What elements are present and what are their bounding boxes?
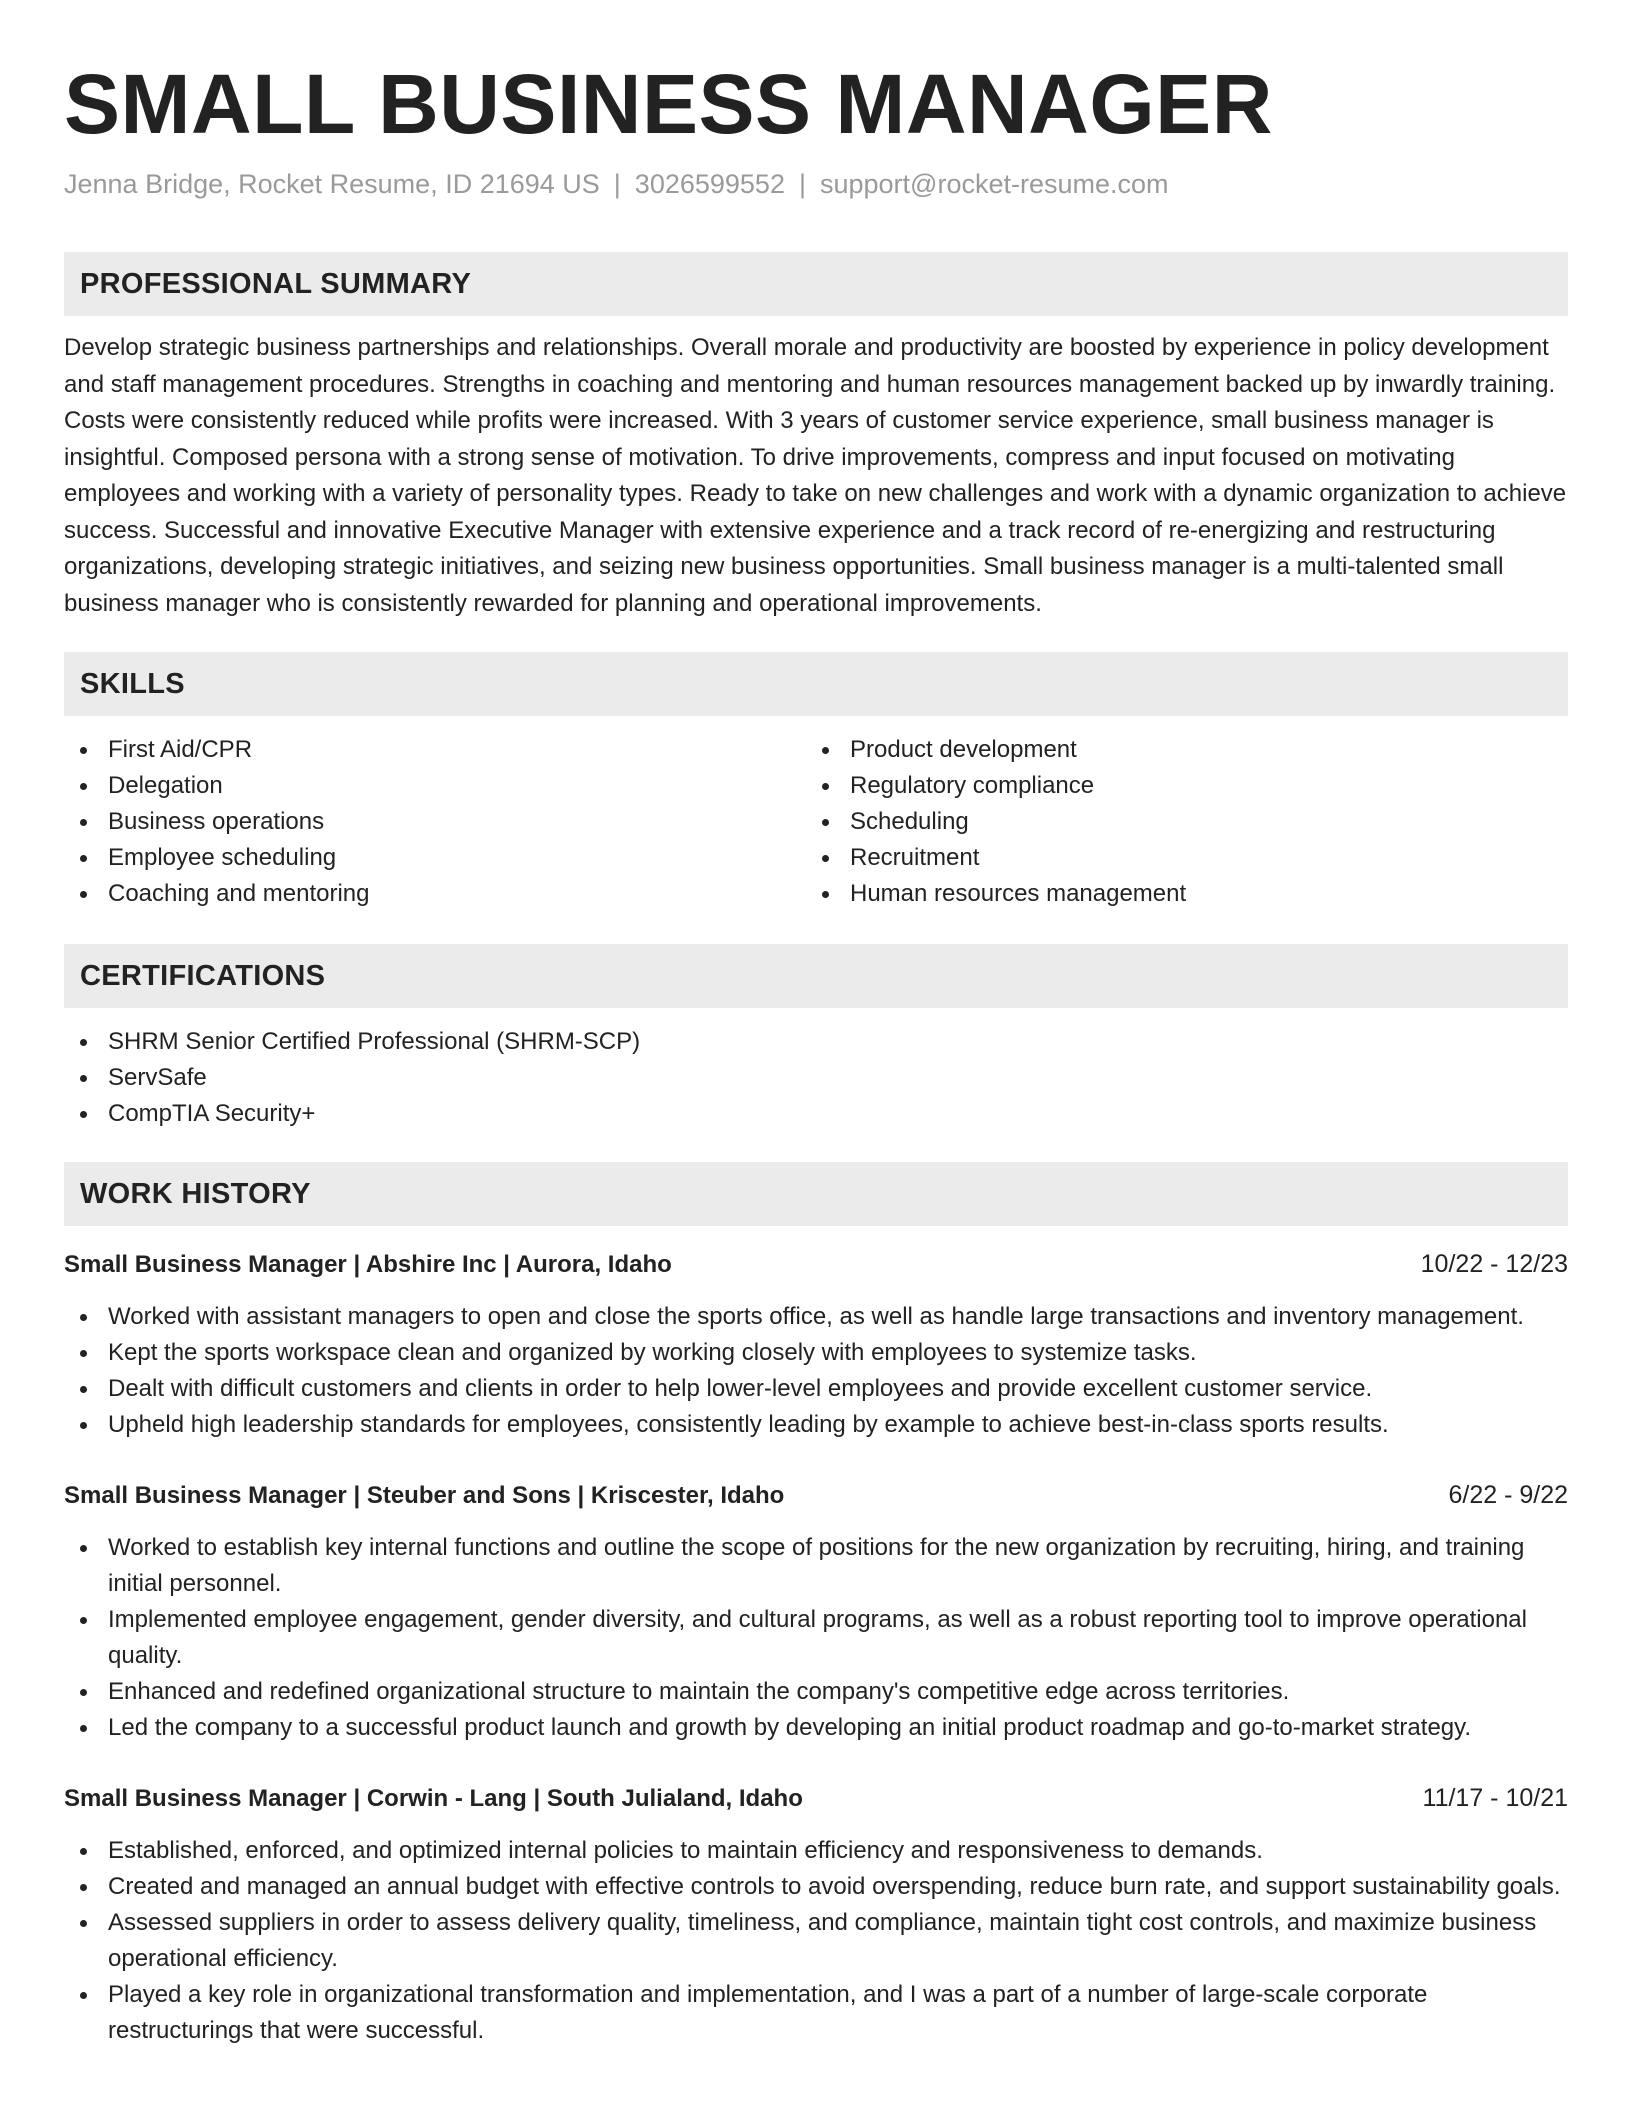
contact-address: Jenna Bridge, Rocket Resume, ID 21694 US xyxy=(64,169,600,199)
job-bullet: Worked to establish key internal functions and outline the scope of positions for the new organization by recruiting, hiring, and training initial personnel. xyxy=(64,1530,1568,1602)
job-header xyxy=(64,1780,1568,1817)
skill-item: Business operations xyxy=(64,804,806,840)
job-title-line: Small Business Manager | Steuber and Sons | Kriscester, Idaho xyxy=(64,1482,785,1509)
skill-item: Employee scheduling xyxy=(64,840,806,876)
job-dates: 10/22 - 12/23 xyxy=(1420,1250,1568,1278)
job-bullet: Dealt with difficult customers and clients in order to help lower-level employees and provide excellent customer service. xyxy=(64,1371,1568,1407)
section-header-certifications: CERTIFICATIONS xyxy=(64,944,1568,1008)
job-bullet-list xyxy=(64,1530,1568,1746)
job-title-line: Small Business Manager | Abshire Inc | Aurora, Idaho xyxy=(64,1251,672,1278)
job-bullet: Implemented employee engagement, gender diversity, and cultural programs, as well as a robust reporting tool to improve operational quality. xyxy=(64,1602,1568,1674)
job-bullet: Assessed suppliers in order to assess delivery quality, timeliness, and compliance, maintain tight cost controls, and maximize business operational efficiency. xyxy=(64,1905,1568,1977)
job-dates: 6/22 - 9/22 xyxy=(1448,1481,1568,1509)
job-bullet: Enhanced and redefined organizational structure to maintain the company's competitive edge across territories. xyxy=(64,1674,1568,1710)
job-bullet-list xyxy=(64,1299,1568,1443)
certification-item: ServSafe xyxy=(64,1060,1568,1096)
skill-item: Human resources management xyxy=(806,876,1548,912)
job-entry xyxy=(64,1246,1568,1443)
skill-item: Delegation xyxy=(64,768,806,804)
resume-title: SMALL BUSINESS MANAGER xyxy=(64,57,1273,151)
skill-item: Recruitment xyxy=(806,840,1548,876)
job-header xyxy=(64,1477,1568,1514)
section-header-summary: PROFESSIONAL SUMMARY xyxy=(64,252,1568,316)
job-bullet-list xyxy=(64,1833,1568,2049)
job-dates: 11/17 - 10/21 xyxy=(1422,1784,1568,1812)
job-bullet: Worked with assistant managers to open and close the sports office, as well as handle large transactions and inventory management. xyxy=(64,1299,1568,1335)
skill-item: Coaching and mentoring xyxy=(64,876,806,912)
section-header-skills: SKILLS xyxy=(64,652,1568,716)
contact-line xyxy=(64,166,1568,202)
skills-grid xyxy=(64,732,1568,912)
skill-item: Product development xyxy=(806,732,1548,768)
skills-list-left xyxy=(64,732,806,912)
skills-list-right xyxy=(806,732,1548,912)
certifications-list xyxy=(64,1024,1568,1132)
job-bullet: Created and managed an annual budget with effective controls to avoid overspending, reduce burn rate, and support sustainability goals. xyxy=(64,1869,1568,1905)
certification-item: CompTIA Security+ xyxy=(64,1096,1568,1132)
job-bullet: Kept the sports workspace clean and organized by working closely with employees to systemize tasks. xyxy=(64,1335,1568,1371)
job-bullet: Led the company to a successful product launch and growth by developing an initial product roadmap and go-to-market strategy. xyxy=(64,1710,1568,1746)
skill-item: First Aid/CPR xyxy=(64,732,806,768)
contact-separator: | xyxy=(798,169,806,199)
job-header xyxy=(64,1246,1568,1283)
section-header-work-history: WORK HISTORY xyxy=(64,1162,1568,1226)
skills-column-right xyxy=(806,732,1548,912)
job-bullet: Upheld high leadership standards for employees, consistently leading by example to achieve best-in-class sports results. xyxy=(64,1407,1568,1443)
skills-column-left xyxy=(64,732,806,912)
job-title-line: Small Business Manager | Corwin - Lang | South Julialand, Idaho xyxy=(64,1785,803,1812)
summary-text: Develop strategic business partnerships and relationships. Overall morale and productivity are boosted by experience in policy development and staff management procedures. Strengths in coaching and mentoring and human resources management backed up by inwardly training. Costs were consistently reduced while profits were increased. With 3 years of customer service experience, small business manager is insightful. Composed persona with a strong sense of motivation. To drive improvements, compress and input focused on motivating employees and working with a variety of personality types. Ready to take on new challenges and work with a dynamic organization to achieve success. Successful and innovative Executive Manager with extensive experience and a track record of re-energizing and restructuring organizations, developing strategic initiatives, and seizing new business opportunities. Small business manager is a multi-talented small business manager who is consistently rewarded for planning and operational improvements. xyxy=(64,334,1567,617)
skill-item: Regulatory compliance xyxy=(806,768,1548,804)
job-entry xyxy=(64,1477,1568,1746)
job-entry xyxy=(64,1780,1568,2049)
skill-item: Scheduling xyxy=(806,804,1548,840)
job-bullet: Played a key role in organizational transformation and implementation, and I was a part of a number of large-scale corporate restructurings that were successful. xyxy=(64,1977,1568,2049)
certification-item: SHRM Senior Certified Professional (SHRM-SCP) xyxy=(64,1024,1568,1060)
job-bullet: Established, enforced, and optimized internal policies to maintain efficiency and responsiveness to demands. xyxy=(64,1833,1568,1869)
contact-phone: 3026599552 xyxy=(634,169,785,199)
contact-email: support@rocket-resume.com xyxy=(819,169,1169,199)
contact-separator: | xyxy=(613,169,621,199)
